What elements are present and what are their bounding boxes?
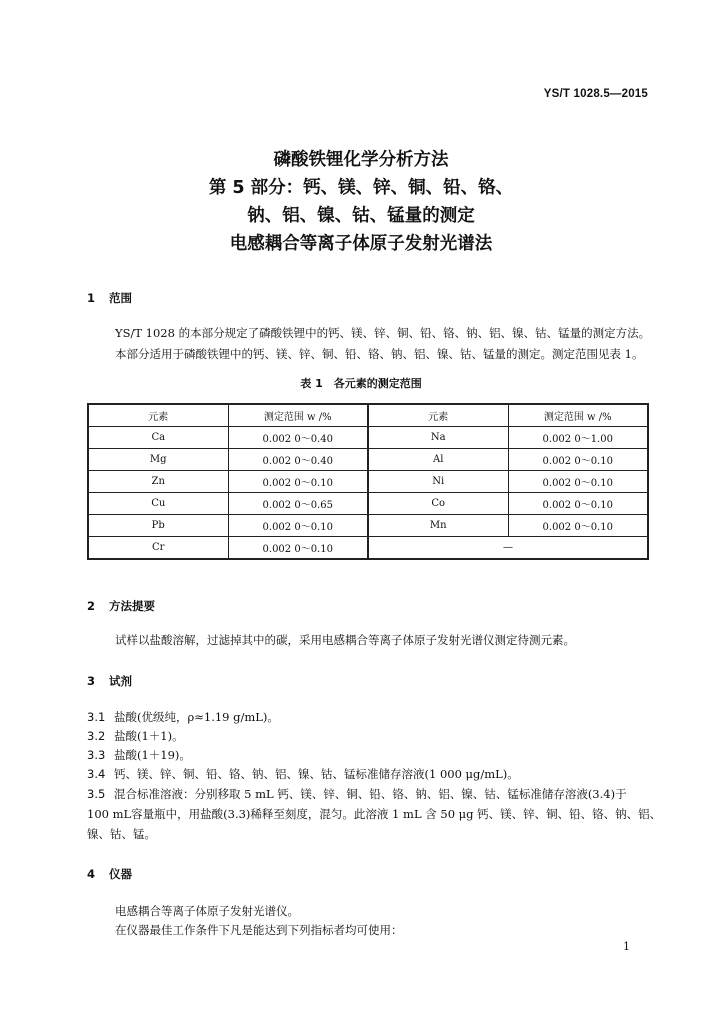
table-cell: 0.002 0～0.10 [508, 471, 648, 493]
header-cell: 元素 [368, 404, 508, 427]
scope-paragraph-1: YS/T 1028 的本部分规定了磷酸铁锂中的钙、镁、锌、铜、铅、铬、钠、铝、镍、钴、锰量的测定方法。 [115, 326, 651, 340]
table-cell: 0.002 0～1.00 [508, 427, 648, 449]
table-row [88, 427, 648, 449]
section-2-heading [87, 598, 155, 614]
table-cell: 0.002 0～0.40 [228, 449, 368, 471]
section-title: 仪器 [109, 867, 132, 881]
reagent-text: 盐酸(优级纯，ρ≈1.19 g/mL)。 [114, 710, 279, 724]
reagent-number: 3.2 [87, 729, 106, 743]
table-cell: Cu [88, 493, 228, 515]
reagent-item [87, 765, 519, 784]
table-cell: 0.002 0～0.40 [228, 427, 368, 449]
reagent-number: 3.3 [87, 748, 106, 762]
table-cell: Na [368, 427, 508, 449]
table-cell: Mn [368, 515, 508, 537]
header-cell: 测定范围 w /% [228, 404, 368, 427]
section-number: 2 [87, 599, 96, 613]
reagent-number: 3.4 [87, 767, 106, 781]
table-cell: 0.002 0～0.10 [228, 515, 368, 537]
page-number: 1 [623, 940, 630, 953]
reagent-continuation: 100 mL容量瓶中，用盐酸(3.3)稀释至刻度，混匀。此溶液 1 mL 含 50 μg 钙、镁、锌、铜、铅、铬、钠、铝、 [87, 807, 662, 821]
section-title: 试剂 [109, 674, 132, 688]
table-cell-empty: — [368, 537, 648, 560]
table-cell: Al [368, 449, 508, 471]
table-cell: Zn [88, 471, 228, 493]
standard-code: YS/T 1028.5—2015 [543, 88, 648, 100]
table-cell: Pb [88, 515, 228, 537]
table-cell: Mg [88, 449, 228, 471]
table-cell: Cr [88, 537, 228, 560]
section-number: 1 [87, 291, 96, 305]
reagent-text: 钙、镁、锌、铜、铅、铬、钠、铝、镍、钴、锰标准储存溶液(1 000 μg/mL)。 [114, 767, 519, 781]
section-title: 方法提要 [109, 599, 155, 613]
reagent-continuation: 镍、钴、锰。 [87, 827, 156, 841]
document-title [0, 146, 722, 258]
title-line-3: 钠、铝、镍、钴、锰量的测定 [247, 206, 475, 226]
instrument-paragraph-1: 电感耦合等离子体原子发射光谱仪。 [115, 904, 299, 918]
table-cell: 0.002 0～0.10 [508, 449, 648, 471]
table-row [88, 471, 648, 493]
reagent-text: 盐酸(1＋19)。 [114, 748, 191, 762]
table-header-row [88, 404, 648, 427]
title-line-2: 第 5 部分：钙、镁、锌、铜、铅、铬、 [208, 178, 514, 198]
table-cell: 0.002 0～0.10 [508, 515, 648, 537]
table-cell: 0.002 0～0.10 [508, 493, 648, 515]
table-row [88, 515, 648, 537]
element-range-table [87, 403, 649, 560]
table-cell: 0.002 0～0.10 [228, 471, 368, 493]
table-cell: Ni [368, 471, 508, 493]
reagent-item [87, 785, 627, 804]
reagent-item [87, 746, 191, 765]
section-number: 4 [87, 867, 96, 881]
table-cell: 0.002 0～0.65 [228, 493, 368, 515]
section-3-heading [87, 673, 132, 689]
table-cell: Co [368, 493, 508, 515]
reagent-item [87, 708, 279, 727]
header-cell: 测定范围 w /% [508, 404, 648, 427]
section-title: 范围 [109, 291, 132, 305]
section-1-heading [87, 290, 132, 306]
title-line-4: 电感耦合等离子体原子发射光谱法 [229, 234, 493, 254]
table-row [88, 537, 648, 560]
reagent-item [87, 727, 184, 746]
table-row [88, 493, 648, 515]
scope-paragraph-2: 本部分适用于磷酸铁锂中的钙、镁、锌、铜、铅、铬、钠、铝、镍、钴、锰量的测定。测定范围见表 1。 [115, 347, 644, 361]
instrument-paragraph-2: 在仪器最佳工作条件下凡是能达到下列指标者均可使用： [115, 923, 403, 937]
title-line-1: 磷酸铁锂化学分析方法 [273, 150, 449, 170]
table-row [88, 449, 648, 471]
header-cell: 元素 [88, 404, 228, 427]
reagent-number: 3.1 [87, 710, 106, 724]
reagent-number: 3.5 [87, 787, 106, 801]
table-cell: 0.002 0～0.10 [228, 537, 368, 560]
table-caption: 表 1 各元素的测定范围 [300, 377, 422, 390]
method-paragraph: 试样以盐酸溶解，过滤掉其中的碳，采用电感耦合等离子体原子发射光谱仪测定待测元素。 [115, 633, 575, 647]
section-number: 3 [87, 674, 96, 688]
table-cell: Ca [88, 427, 228, 449]
reagent-text: 混合标准溶液：分别移取 5 mL 钙、镁、锌、铜、铅、铬、钠、铝、镍、钴、锰标准储存溶液(3.4)于 [114, 787, 627, 801]
reagent-text: 盐酸(1＋1)。 [114, 729, 184, 743]
section-4-heading [87, 866, 132, 882]
